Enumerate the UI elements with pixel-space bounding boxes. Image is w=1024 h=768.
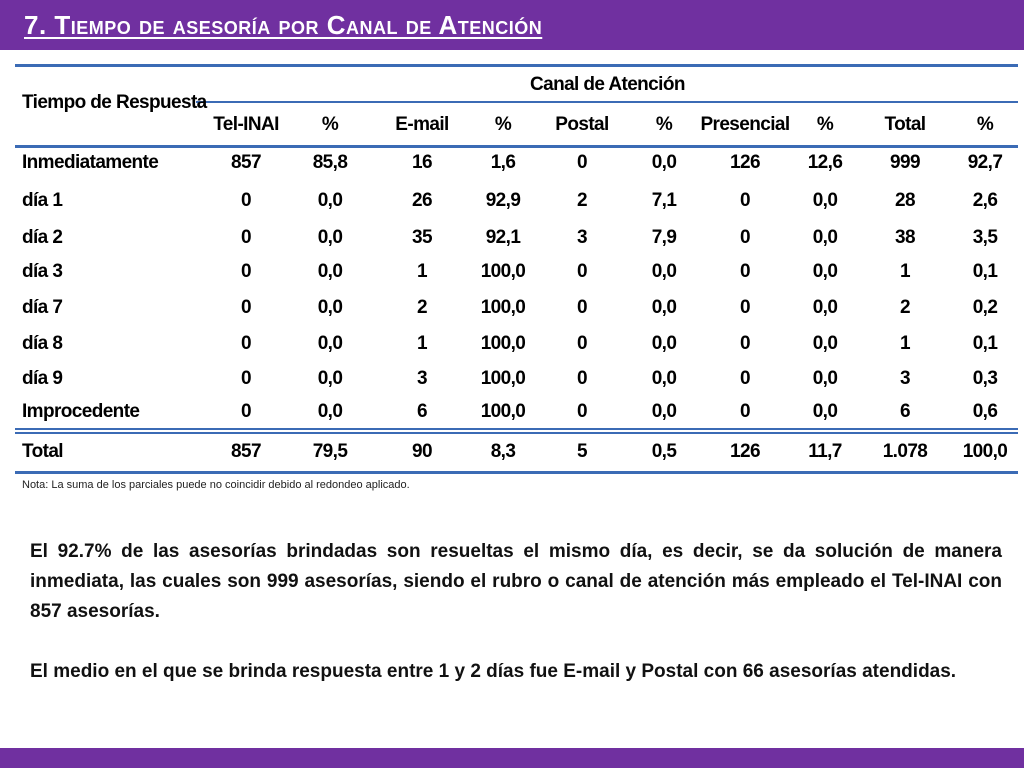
table-cell: 92,1: [485, 227, 521, 248]
table-cell: 0,0: [651, 368, 677, 389]
column-header: %: [494, 114, 512, 135]
table-top-rule: [15, 64, 1018, 67]
column-header: Tel-INAI: [213, 114, 279, 135]
table-cell: 1,6: [490, 152, 516, 173]
row-label: día 9: [22, 368, 63, 389]
table-cell: 0,0: [812, 297, 838, 318]
table-cell: 0,2: [972, 297, 998, 318]
total-cell: 1.078: [882, 441, 928, 462]
table-cell: 0,1: [972, 333, 998, 354]
table-cell: 100,0: [480, 297, 526, 318]
group-header: Canal de Atención: [530, 74, 685, 95]
table-cell: 0,1: [972, 261, 998, 282]
table-cell: 100,0: [480, 401, 526, 422]
row-label: Improcedente: [22, 401, 140, 422]
column-header: %: [655, 114, 673, 135]
table-cell: 12,6: [807, 152, 843, 173]
table-cell: 100,0: [480, 368, 526, 389]
table-cell: 0,0: [651, 401, 677, 422]
table-cell: 0: [241, 190, 251, 211]
table-cell: 0,0: [812, 190, 838, 211]
table-cell: 0,6: [972, 401, 998, 422]
table-cell: 0,0: [812, 401, 838, 422]
table-cell: 0: [740, 368, 750, 389]
table-cell: 92,7: [967, 152, 1003, 173]
total-cell: 11,7: [808, 441, 842, 462]
total-top-rule-2: [15, 432, 1018, 434]
table-cell: 0: [241, 368, 251, 389]
table-cell: 16: [412, 152, 432, 173]
total-cell: 8,3: [490, 441, 516, 462]
table-cell: 100,0: [480, 333, 526, 354]
table-cell: 26: [412, 190, 432, 211]
table-cell: 3: [417, 368, 427, 389]
table-cell: 0: [241, 401, 251, 422]
table-cell: 7,1: [651, 190, 677, 211]
table-cell: 6: [900, 401, 910, 422]
table-cell: 0: [740, 333, 750, 354]
total-label: Total: [22, 441, 63, 462]
column-header: Total: [884, 114, 926, 135]
response-time-table: [15, 62, 1018, 475]
table-cell: 92,9: [485, 190, 521, 211]
table-cell: 0: [740, 261, 750, 282]
table-cell: 0: [740, 227, 750, 248]
total-top-rule-1: [15, 428, 1018, 430]
table-cell: 0,0: [651, 152, 677, 173]
table-cell: 0: [241, 261, 251, 282]
table-cell: 0: [740, 297, 750, 318]
table-cell: 35: [412, 227, 432, 248]
column-header: %: [816, 114, 834, 135]
table-cell: 0,0: [812, 333, 838, 354]
table-bottom-rule: [15, 471, 1018, 474]
table-cell: 1: [417, 261, 427, 282]
table-cell: 0: [740, 190, 750, 211]
table-cell: 857: [231, 152, 261, 173]
table-cell: 3: [900, 368, 910, 389]
table-cell: 0,0: [317, 261, 343, 282]
table-cell: 3: [577, 227, 587, 248]
table-cell: 999: [890, 152, 920, 173]
summary-paragraph-1: El 92.7% de las asesorías brindadas son resueltas el mismo día, es decir, se da solución de manera inmediata, las cuales son 999 asesorías, siendo el rubro o canal de atención más empleado el Tel-INAI con 857 asesorías.: [30, 541, 1002, 622]
total-cell: 79,5: [312, 441, 348, 462]
table-cell: 0,0: [317, 297, 343, 318]
table-cell: 2: [577, 190, 587, 211]
row-label: Inmediatamente: [22, 152, 159, 173]
row-label: día 8: [22, 333, 63, 354]
table-cell: 0: [577, 401, 587, 422]
table-cell: 0,0: [651, 297, 677, 318]
table-cell: 0: [241, 297, 251, 318]
total-cell: 0,5: [651, 441, 677, 462]
group-header-rule: [196, 101, 1018, 103]
table-cell: 0: [241, 227, 251, 248]
table-cell: 7,9: [651, 227, 677, 248]
table-cell: 126: [730, 152, 760, 173]
table-cell: 0: [577, 261, 587, 282]
table-cell: 2: [900, 297, 910, 318]
slide-title: 7. Tiempo de asesoría por Canal de Atención: [24, 10, 543, 40]
footer-bar: [0, 748, 1024, 768]
table-cell: 28: [895, 190, 915, 211]
table-cell: 85,8: [312, 152, 348, 173]
column-header: %: [321, 114, 339, 135]
table-cell: 0,0: [317, 368, 343, 389]
table-cell: 38: [895, 227, 915, 248]
table-cell: 0,0: [317, 190, 343, 211]
column-header: Presencial: [700, 114, 790, 135]
row-header-label: Tiempo de Respuesta: [22, 92, 207, 113]
column-header: E-mail: [395, 114, 449, 135]
table-cell: 6: [417, 401, 427, 422]
header-bottom-rule: [15, 145, 1018, 148]
table-cell: 0,3: [972, 368, 998, 389]
table-cell: 0,0: [317, 333, 343, 354]
summary-paragraph-2: El medio en el que se brinda respuesta entre 1 y 2 días fue E-mail y Postal con 66 asesorías atendidas.: [30, 661, 957, 682]
table-cell: 3,5: [972, 227, 998, 248]
total-cell: 100,0: [962, 441, 1008, 462]
column-header: %: [976, 114, 994, 135]
total-cell: 857: [231, 441, 261, 462]
column-header: Postal: [555, 114, 609, 135]
row-label: día 2: [22, 227, 63, 248]
table-cell: 2,6: [972, 190, 998, 211]
total-cell: 90: [412, 441, 432, 462]
table-cell: 100,0: [480, 261, 526, 282]
table-cell: 0,0: [812, 261, 838, 282]
table-cell: 0: [577, 368, 587, 389]
table-cell: 0: [577, 152, 587, 173]
total-cell: 126: [730, 441, 760, 462]
table-cell: 1: [900, 333, 910, 354]
table-note: Nota: La suma de los parciales puede no coincidir debido al redondeo aplicado.: [22, 479, 410, 491]
row-label: día 3: [22, 261, 63, 282]
table-cell: 0,0: [651, 261, 677, 282]
row-label: día 1: [22, 190, 63, 211]
table-cell: 2: [417, 297, 427, 318]
table-cell: 0: [577, 297, 587, 318]
table-cell: 0,0: [317, 401, 343, 422]
table-cell: 0,0: [317, 227, 343, 248]
table-cell: 1: [417, 333, 427, 354]
table-cell: 0,0: [812, 227, 838, 248]
table-cell: 0: [241, 333, 251, 354]
table-cell: 1: [900, 261, 910, 282]
table-cell: 0,0: [812, 368, 838, 389]
table-cell: 0,0: [651, 333, 677, 354]
table-cell: 0: [740, 401, 750, 422]
row-label: día 7: [22, 297, 63, 318]
title-bar: [0, 0, 1024, 50]
total-cell: 5: [577, 441, 587, 462]
table-cell: 0: [577, 333, 587, 354]
